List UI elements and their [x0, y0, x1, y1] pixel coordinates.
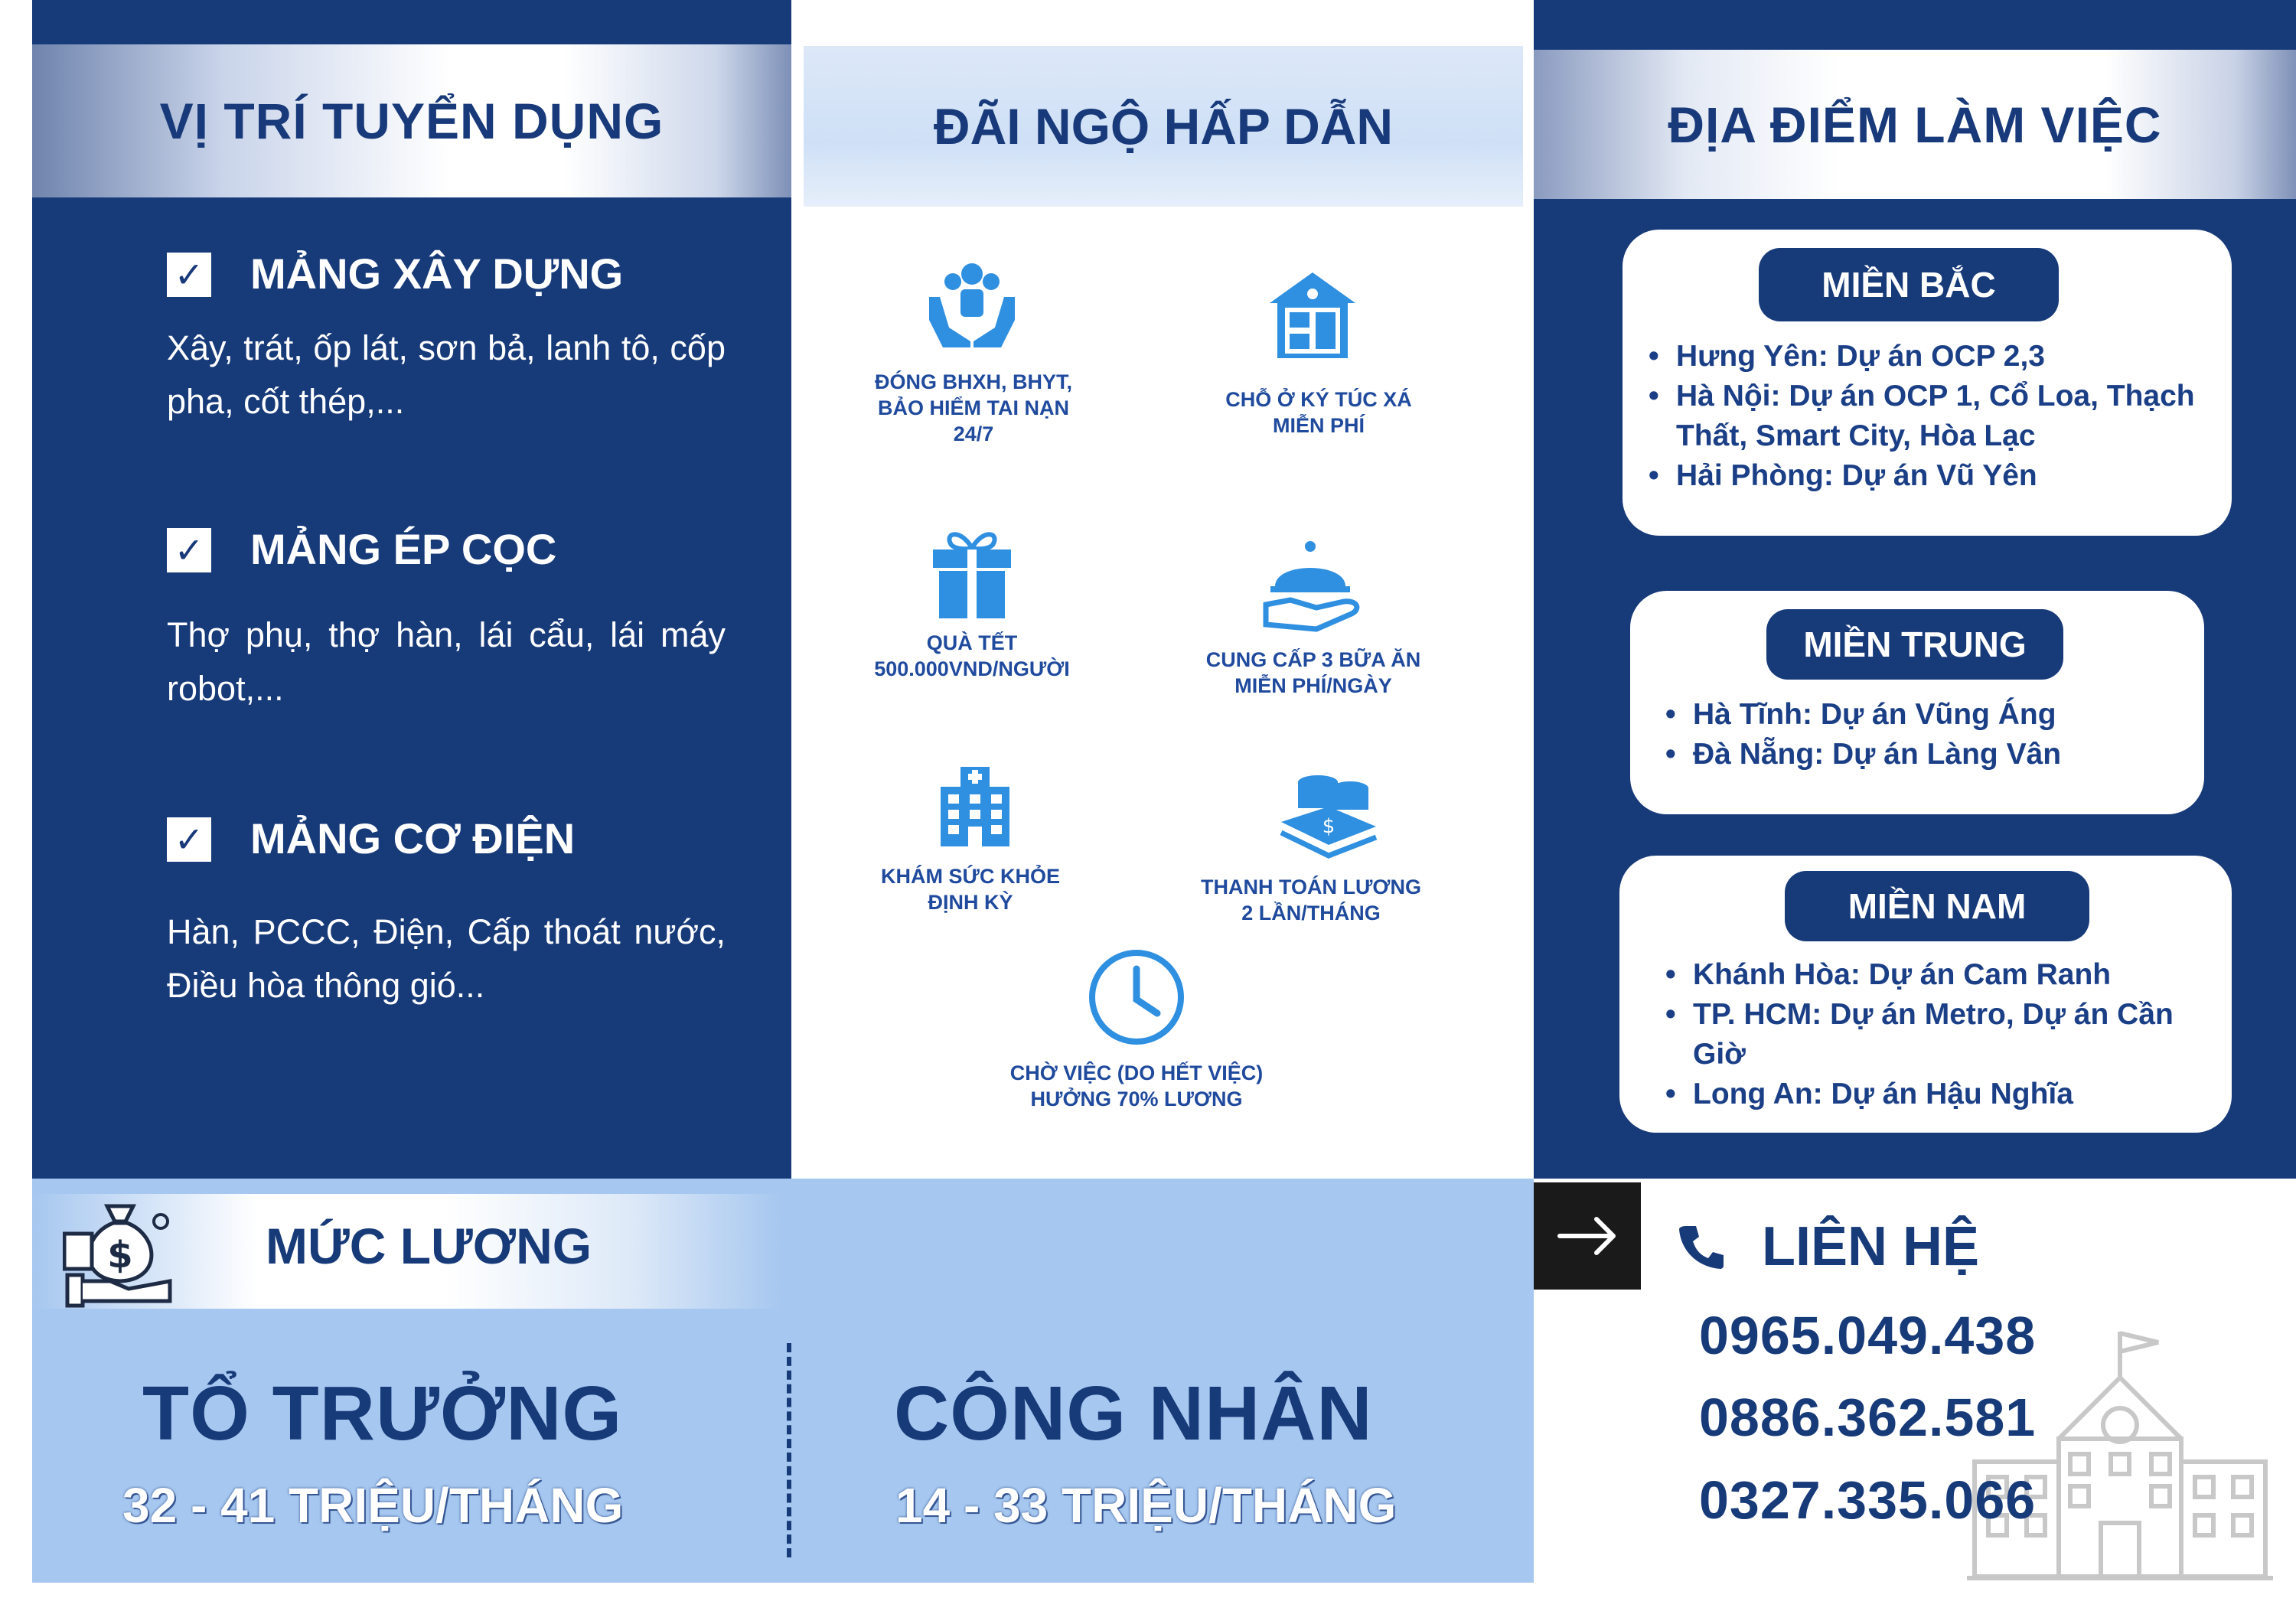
section-text-mep: Hàn, PCCC, Điện, Cấp thoát nước, Điều hòa thông gió...	[167, 912, 726, 1005]
list-item: • Hà Tĩnh: Dự án Vũng Áng	[1661, 695, 2189, 735]
salary-range-leader: 32 - 41 TRIỆU/THÁNG	[122, 1478, 624, 1533]
region-card-central	[1630, 591, 2204, 814]
contact-phone-3[interactable]: 0327.335.066	[1699, 1470, 2037, 1530]
section-title-construction: MẢNG XÂY DỰNG	[250, 249, 624, 298]
dormitory-icon	[1267, 269, 1358, 360]
money-coins-icon	[1280, 771, 1378, 863]
checkbox-icon: ✓	[167, 528, 211, 572]
salary-range-worker: 14 - 33 TRIỆU/THÁNG	[895, 1478, 1397, 1533]
region-title-south: MIỀN NAM	[1785, 871, 2089, 941]
arrow-box	[1534, 1182, 1641, 1290]
section-title-piling: MẢNG ÉP CỌC	[250, 525, 557, 573]
meal-cloche-icon	[1263, 539, 1364, 634]
recruitment-title: VỊ TRÍ TUYỂN DỤNG	[159, 93, 664, 149]
region-list-south	[1661, 955, 2197, 1114]
region-title-central: MIỀN TRUNG	[1766, 609, 2063, 680]
clock-icon	[1087, 947, 1186, 1047]
contact-title: LIÊN HỆ	[1762, 1216, 1980, 1277]
salary-title: MỨC LƯƠNG	[266, 1218, 592, 1274]
insurance-hands-icon	[926, 259, 1018, 349]
hospital-icon	[938, 765, 1013, 848]
section-text-construction: Xây, trát, ốp lát, sơn bả, lanh tô, cốp pha, cốt thép,...	[167, 328, 726, 421]
list-item: • Hải Phòng: Dự án Vũ Yên	[1644, 456, 2210, 496]
list-item: • TP. HCM: Dự án Metro, Dự án Cần Giờ	[1661, 995, 2197, 1075]
benefit-waiting-pay: CHỜ VIỆC (DO HẾT VIỆC) HƯỞNG 70% LƯƠNG	[1009, 1061, 1264, 1110]
locations-title: ĐỊA ĐIỂM LÀM VIỆC	[1668, 96, 2162, 153]
benefit-meals: CUNG CẤP 3 BỮA ĂN MIỄN PHÍ/NGÀY	[1205, 648, 1421, 697]
arrow-right-icon	[1534, 1182, 1641, 1290]
benefit-tet-gift: QUÀ TẾT 500.000VND/NGƯỜI	[874, 631, 1070, 680]
list-item: • Long An: Dự án Hậu Nghĩa	[1661, 1075, 2197, 1114]
list-item: • Khánh Hòa: Dự án Cam Ranh	[1661, 955, 2197, 995]
benefit-dormitory: CHỖ Ở KÝ TÚC XÁ MIỄN PHÍ	[1225, 388, 1412, 437]
gift-icon	[930, 527, 1014, 620]
region-list-north	[1644, 337, 2210, 496]
svg-text:$: $	[107, 1234, 133, 1277]
salary-role-worker: CÔNG NHÂN	[894, 1371, 1373, 1456]
benefit-insurance: ĐÓNG BHXH, BHYT, BẢO HIỂM TAI NẠN 24/7	[874, 370, 1073, 445]
section-text-piling: Thợ phụ, thợ hàn, lái cẩu, lái máy robot,...	[167, 615, 726, 708]
list-item: • Hưng Yên: Dự án OCP 2,3	[1644, 337, 2210, 377]
region-card-south	[1619, 856, 2232, 1133]
salary-role-leader: TỔ TRƯỞNG	[142, 1371, 623, 1456]
region-title-north: MIỀN BẮC	[1759, 248, 2059, 321]
phone-icon	[1678, 1223, 1725, 1270]
section-title-mep: MẢNG CƠ ĐIỆN	[250, 814, 576, 863]
benefits-title: ĐÃI NGỘ HẤP DẪN	[933, 98, 1394, 155]
checkbox-icon: ✓	[167, 817, 211, 862]
contact-phone-2[interactable]: 0886.362.581	[1699, 1388, 2037, 1447]
region-card-north	[1623, 230, 2232, 536]
recruitment-panel	[32, 0, 791, 1179]
benefit-salary-payment: THANH TOÁN LƯƠNG 2 LẦN/THÁNG	[1201, 876, 1421, 925]
locations-banner	[1534, 50, 2296, 199]
list-item: • Đà Nẵng: Dự án Làng Vân	[1661, 735, 2189, 774]
salary-divider	[787, 1343, 791, 1557]
recruitment-banner	[32, 44, 791, 197]
svg-text:$: $	[1322, 815, 1336, 838]
benefit-health-check: KHÁM SỨC KHỎE ĐỊNH KỲ	[881, 865, 1060, 914]
money-bag-hand-icon	[63, 1195, 178, 1309]
benefits-banner	[804, 46, 1523, 207]
contact-phone-1[interactable]: 0965.049.438	[1699, 1306, 2037, 1365]
list-item: • Hà Nội: Dự án OCP 1, Cổ Loa, Thạch Thất, Smart City, Hòa Lạc	[1644, 377, 2210, 456]
locations-panel	[1534, 0, 2296, 1179]
region-list-central	[1661, 695, 2189, 774]
checkbox-icon: ✓	[167, 253, 211, 297]
